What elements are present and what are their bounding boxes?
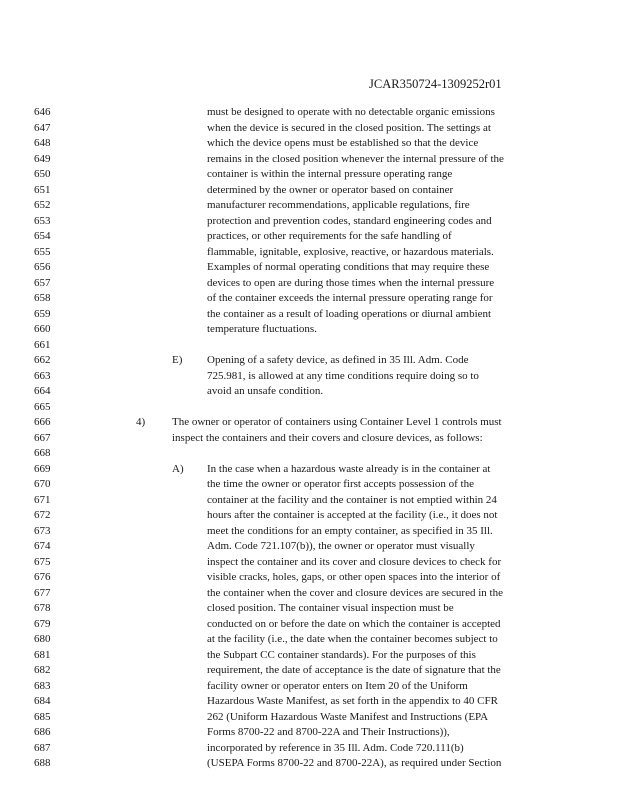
line-number: 655 [34,245,51,258]
text-line: inspect the container and its cover and closure devices to check for [207,555,502,568]
text-line: remains in the closed position whenever the internal pressure of the [207,152,504,165]
line-number: 666 [34,416,51,428]
line-number: 664 [34,385,51,397]
line-number: 682 [34,664,51,676]
text-line: of the container exceeds the internal pressure operating range for [207,292,493,304]
text-line: practices, or other requirements for the safe handling of [207,230,452,242]
line-number: 686 [34,726,51,738]
line-number: 681 [34,648,51,661]
line-number: 674 [34,540,51,552]
line-number: 688 [34,757,51,769]
line-number: 680 [34,633,51,645]
text-line: inspect the containers and their covers and closure devices, as follows: [172,431,483,444]
text-line: hours after the container is accepted at the facility (i.e., it does not [207,509,498,521]
line-number: 648 [34,137,51,149]
list-marker: 4) [136,416,146,428]
text-line: the time the owner or operator first accepts possession of the [207,478,474,490]
line-number: 653 [34,214,51,227]
text-line: devices to open are during those times when the internal pressure [207,276,495,289]
line-number: 658 [34,292,51,304]
line-number: 661 [34,338,51,351]
line-number: 668 [34,447,51,459]
line-number: 676 [34,571,51,583]
text-line: must be designed to operate with no detectable organic emissions [207,106,495,118]
text-line: determined by the owner or operator based on container [207,183,454,196]
text-line: Examples of normal operating conditions that may require these [207,261,490,273]
text-line: the Subpart CC container standards). For the purposes of this [207,648,476,661]
text-line: avoid an unsafe condition. [207,385,324,397]
line-number: 670 [34,478,51,490]
text-line: visible cracks, holes, gaps, or other open spaces into the interior of [207,571,501,583]
text-line: 725.981, is allowed at any time conditions require doing so to [207,369,479,382]
line-number: 669 [34,462,51,475]
line-number: 663 [34,369,51,382]
line-number: 673 [34,524,51,537]
list-marker: E) [172,354,183,366]
line-number: 660 [34,323,51,335]
text-line: (USEPA Forms 8700-22 and 8700-22A), as required under Section [207,757,502,769]
text-line: Hazardous Waste Manifest, as set forth in the appendix to 40 CFR [207,695,498,707]
line-number: 684 [34,695,51,707]
line-number: 675 [34,555,51,568]
text-line: Adm. Code 721.107(b)), the owner or operator must visually [207,540,475,552]
line-number: 656 [34,261,51,273]
line-number: 659 [34,307,51,320]
text-line: conducted on or before the date on which the container is accepted [207,617,501,630]
text-line: Forms 8700-22 and 8700-22A and Their Instructions)), [207,726,450,738]
text-line: container at the facility and the container is not emptied within 24 [207,493,497,506]
text-line: facility owner or operator enters on Item 20 of the Uniform [207,679,468,692]
text-line: Opening of a safety device, as defined in 35 Ill. Adm. Code [207,354,469,366]
line-number: 683 [34,679,51,692]
text-line: 262 (Uniform Hazardous Waste Manifest and Instructions (EPA [207,710,489,723]
text-line: closed position. The container visual inspection must be [207,602,454,614]
text-line: the container when the cover and closure devices are secured in the [207,586,503,599]
line-number: 665 [34,400,51,413]
text-line: meet the conditions for an empty container, as specified in 35 Ill. [207,524,493,537]
line-number: 647 [34,121,51,134]
line-number: 687 [34,741,51,754]
text-line: the container as a result of loading operations or diurnal ambient [207,307,492,320]
line-number: 646 [34,106,51,118]
text-line: when the device is secured in the closed position. The settings at [207,121,491,134]
line-number: 651 [34,183,51,196]
line-number: 671 [34,493,51,506]
text-line: container is within the internal pressure operating range [207,168,453,180]
line-number: 652 [34,199,51,211]
line-number: 685 [34,710,51,723]
line-number: 654 [34,230,51,242]
text-line: The owner or operator of containers using Container Level 1 controls must [172,416,502,428]
line-number: 650 [34,168,51,180]
text-line: at the facility (i.e., the date when the container becomes subject to [207,633,498,645]
text-line: requirement, the date of acceptance is the date of signature that the [207,664,501,676]
line-number: 678 [34,602,51,614]
line-number: 679 [34,617,51,630]
text-line: temperature fluctuations. [207,323,317,335]
document-id: JCAR350724-1309252r01 [369,77,502,91]
text-line: manufacturer recommendations, applicable regulations, fire [207,199,470,211]
text-line: which the device opens must be established so that the device [207,137,479,149]
text-line: flammable, ignitable, explosive, reactive, or hazardous materials. [207,245,494,258]
line-number: 672 [34,509,51,521]
line-number: 667 [34,431,51,444]
line-number: 677 [34,586,51,599]
line-number: 657 [34,276,51,289]
text-line: In the case when a hazardous waste already is in the container at [207,462,491,475]
line-number: 649 [34,152,51,165]
text-line: incorporated by reference in 35 Ill. Adm. Code 720.111(b) [207,741,464,754]
list-marker: A) [172,462,184,475]
text-line: protection and prevention codes, standard engineering codes and [207,214,492,227]
line-number: 662 [34,354,51,366]
